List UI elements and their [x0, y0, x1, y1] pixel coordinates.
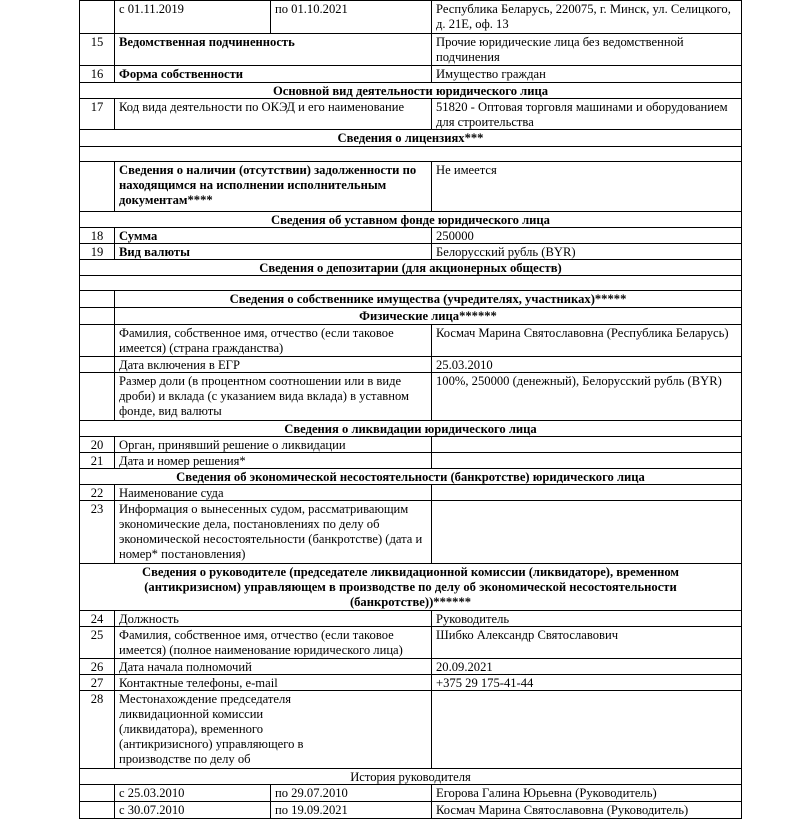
field-label: Сведения о наличии (отсутствии) задолженности по находящимся на исполнении исполнительным документам**** [114, 162, 431, 211]
period-from: с 30.07.2010 [114, 802, 270, 818]
row-18 [79, 228, 742, 244]
field-value: Руководитель [431, 611, 741, 626]
field-value: +375 29 175-41-44 [431, 675, 741, 690]
field-value: Шибко Александр Святославович [431, 627, 741, 658]
row-number: 26 [90, 660, 104, 674]
field-value [431, 691, 741, 768]
history-row-1 [79, 785, 742, 802]
section-heading-activity [79, 83, 742, 99]
field-label: Сумма [114, 228, 431, 243]
row-number: 17 [90, 100, 104, 114]
field-value [431, 437, 741, 452]
field-label: Дата и номер решения* [114, 453, 431, 468]
address-history-row [79, 0, 742, 34]
row-number: 19 [90, 245, 104, 259]
row-25 [79, 627, 742, 659]
row-23 [79, 501, 742, 564]
period-from: с 01.11.2019 [114, 1, 270, 33]
row-20 [79, 437, 742, 453]
registry-extract-table [79, 0, 742, 819]
person-date-row [79, 357, 742, 373]
row-17 [79, 99, 742, 130]
row-16 [79, 66, 742, 83]
history-row-2 [79, 802, 742, 819]
section-heading: Сведения о руководителе (председателе ликвидационной комиссии (ликвидаторе), временном (антикризисном) управляющем в производстве по делу об экономической несостоятельности (банкротстве))****** [141, 565, 680, 609]
field-value: 51820 - Оптовая торговля машинами и оборудованием для строительства [431, 99, 741, 129]
address-value: Республика Беларусь, 220075, г. Минск, ул. Селицкого, д. 21Е, оф. 13 [431, 1, 741, 33]
row-number: 28 [90, 692, 104, 706]
section-heading: Физические лица****** [114, 308, 741, 324]
field-value: 100%, 250000 (денежный), Белорусский рубль (BYR) [431, 373, 741, 420]
field-value: Белорусский рубль (BYR) [431, 244, 741, 259]
row-15 [79, 34, 742, 66]
licenses-empty-row [79, 147, 742, 162]
person-share-row [79, 373, 742, 421]
row-number: 15 [90, 35, 104, 49]
row-number [80, 291, 114, 307]
row-number: 16 [90, 67, 104, 81]
field-value: Космач Марина Святославовна (Республика Беларусь) [431, 325, 741, 356]
row-number: 27 [90, 676, 104, 690]
row-24 [79, 611, 742, 627]
field-label: Наименование суда [114, 485, 431, 500]
section-heading: Сведения о ликвидации юридического лица [284, 422, 537, 436]
section-heading: Сведения о депозитарии (для акционерных обществ) [259, 261, 562, 275]
empty-cell [80, 276, 741, 290]
row-number: 21 [90, 454, 104, 468]
row-number [80, 357, 114, 372]
person-name-row [79, 325, 742, 357]
field-label: Фамилия, собственное имя, отчество (если таковое имеется) (полное наименование юридического лица) [114, 627, 431, 658]
head-name: Егорова Галина Юрьевна (Руководитель) [431, 785, 741, 801]
row-number [80, 162, 114, 211]
field-value: 25.03.2010 [431, 357, 741, 372]
head-name: Космач Марина Святославовна (Руководитель) [431, 802, 741, 818]
row-number [80, 373, 114, 420]
section-heading-bankruptcy [79, 469, 742, 485]
field-value: 20.09.2021 [431, 659, 741, 674]
field-label: Размер доли (в процентном соотношении или в виде дроби) и вклада (с указанием вида вклада) в уставном фонде, вид валюты [114, 373, 431, 420]
row-22 [79, 485, 742, 501]
empty-cell [80, 147, 741, 161]
row-26 [79, 659, 742, 675]
field-value [431, 453, 741, 468]
persons-heading-row [79, 308, 742, 325]
section-heading: История руководителя [350, 770, 471, 784]
row-number: 18 [90, 229, 104, 243]
period-to: по 19.09.2021 [270, 802, 431, 818]
field-label: Местонахождение председателя ликвидационной комиссии (ликвидатора), временного (антикризисного) управляющего в производстве по делу об [114, 691, 431, 768]
field-label: Должность [114, 611, 431, 626]
field-label: Форма собственности [114, 66, 431, 82]
field-label: Информация о вынесенных судом, рассматривающим экономические дела, постановлениях по делу об экономической несостоятельности (банкротстве) (дата и номер* постановления) [114, 501, 431, 563]
section-heading: Основной вид деятельности юридического лица [272, 84, 549, 98]
section-heading: Сведения об экономической несостоятельности (банкротстве) юридического лица [176, 470, 645, 484]
row-number: 20 [90, 438, 104, 452]
row-number [80, 325, 114, 356]
field-value [431, 485, 741, 500]
section-heading-fund [79, 212, 742, 228]
row-28 [79, 691, 742, 769]
section-heading-depository [79, 260, 742, 276]
owner-heading-row [79, 291, 742, 308]
section-heading-licenses [79, 130, 742, 147]
field-label: Фамилия, собственное имя, отчество (если таковое имеется) (страна гражданства) [114, 325, 431, 356]
field-value: Прочие юридические лица без ведомственной подчинения [431, 34, 741, 65]
field-label: Ведомственная подчиненность [114, 34, 431, 65]
row-21 [79, 453, 742, 469]
period-from: с 25.03.2010 [114, 785, 270, 801]
period-to: по 01.10.2021 [270, 1, 431, 33]
section-heading: Сведения о лицензиях*** [337, 131, 484, 145]
period-to: по 29.07.2010 [270, 785, 431, 801]
section-heading: Сведения об уставном фонде юридического лица [271, 213, 550, 227]
field-label: Дата включения в ЕГР [114, 357, 431, 372]
row-number: 24 [90, 612, 104, 626]
field-label: Вид валюты [114, 244, 431, 259]
field-label: Орган, принявший решение о ликвидации [114, 437, 431, 452]
debt-row [79, 162, 742, 212]
row-number [80, 308, 114, 324]
row-number: 23 [90, 502, 104, 516]
row-19 [79, 244, 742, 260]
row-number [80, 1, 114, 33]
section-heading: Сведения о собственнике имущества (учредителях, участниках)***** [114, 291, 741, 307]
field-label: Контактные телефоны, e-mail [114, 675, 431, 690]
section-heading-head [79, 564, 742, 611]
field-value [431, 501, 741, 563]
section-heading-liquidation [79, 421, 742, 437]
field-label: Код вида деятельности по ОКЭД и его наименование [114, 99, 431, 129]
depository-empty-row [79, 276, 742, 291]
row-number: 22 [90, 486, 104, 500]
field-label: Дата начала полномочий [114, 659, 431, 674]
row-number [80, 785, 114, 801]
section-heading-history [79, 769, 742, 785]
field-value: 250000 [431, 228, 741, 243]
row-27 [79, 675, 742, 691]
field-value: Имущество граждан [431, 66, 741, 82]
field-value: Не имеется [431, 162, 741, 211]
row-number: 25 [90, 628, 104, 642]
row-number [80, 802, 114, 818]
